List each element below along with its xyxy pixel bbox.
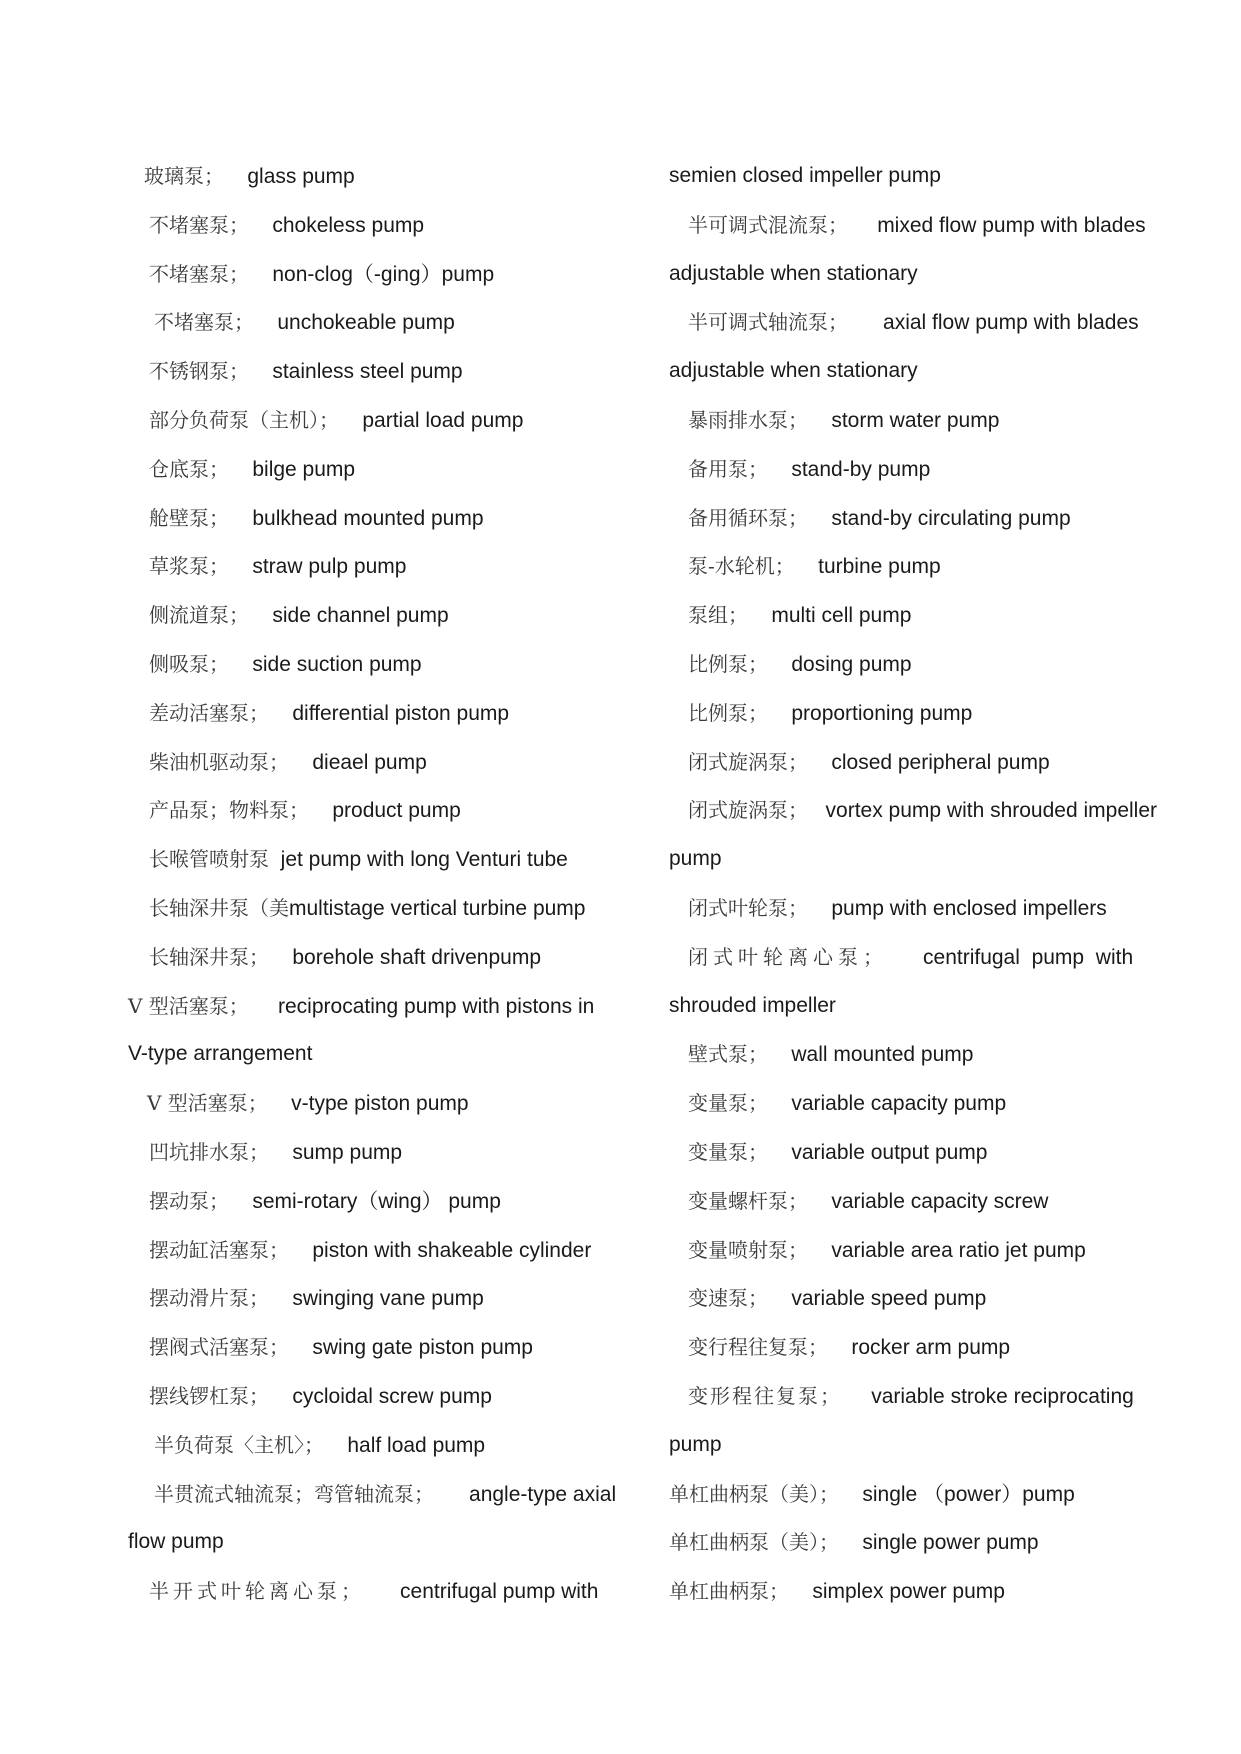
chinese-term: 闭式旋涡泵； — [688, 749, 808, 774]
list-item — [669, 1177, 1189, 1226]
list-item — [130, 1226, 650, 1275]
english-term: adjustable when stationary — [669, 359, 918, 383]
english-term: vortex pump with shrouded impeller — [825, 799, 1158, 823]
list-item — [130, 738, 650, 787]
chinese-term: 比例泵； — [688, 651, 768, 676]
list-item — [130, 250, 650, 299]
chinese-term: 变行程往复泵； — [688, 1335, 828, 1360]
list-item — [669, 640, 1189, 689]
english-term: swinging vane pump — [292, 1287, 484, 1311]
english-term: bilge pump — [252, 457, 356, 481]
english-term: closed peripheral pump — [831, 750, 1050, 774]
english-term: variable capacity screw — [831, 1189, 1049, 1213]
chinese-term: 闭式旋涡泵； — [688, 798, 808, 823]
english-term: pump with enclosed impellers — [831, 896, 1107, 920]
chinese-term: 备用循环泵； — [688, 505, 808, 530]
english-term: shrouded impeller — [669, 993, 836, 1017]
list-item — [669, 689, 1189, 738]
english-term: proportioning pump — [791, 701, 973, 725]
english-term: variable speed pump — [791, 1287, 987, 1311]
chinese-term: 不锈钢泵； — [149, 359, 249, 384]
english-term: differential piston pump — [292, 701, 510, 725]
english-term: half load pump — [347, 1433, 486, 1457]
chinese-term: 不堵塞泵； — [149, 261, 249, 286]
list-item — [130, 1323, 650, 1372]
english-term: pump — [669, 847, 722, 871]
chinese-term: 柴油机驱动泵； — [149, 749, 289, 774]
list-item — [669, 884, 1189, 933]
english-term: stand-by circulating pump — [831, 506, 1071, 530]
list-item — [130, 396, 650, 445]
english-term: bulkhead mounted pump — [252, 506, 484, 530]
chinese-term: 摆线锣杠泵； — [149, 1383, 269, 1408]
chinese-term: 半开式叶轮离心泵； — [149, 1579, 365, 1604]
list-item — [669, 1079, 1189, 1128]
list-item — [669, 1421, 1189, 1470]
english-term: turbine pump — [818, 555, 941, 579]
chinese-term: 变速泵； — [688, 1286, 768, 1311]
list-item — [669, 396, 1189, 445]
chinese-term: 变量螺杆泵； — [688, 1188, 808, 1213]
chinese-term: 变量泵； — [688, 1139, 768, 1164]
list-item — [130, 445, 650, 494]
chinese-term: 比例泵； — [688, 700, 768, 725]
english-term: dosing pump — [791, 652, 912, 676]
english-term: glass pump — [247, 165, 355, 188]
english-term: chokeless pump — [272, 213, 425, 237]
list-item — [669, 738, 1189, 787]
chinese-term: 泵-水轮机； — [688, 554, 795, 579]
english-term: variable stroke reciprocating — [871, 1384, 1134, 1408]
chinese-term: 长轴深井泵； — [149, 944, 269, 969]
english-term: partial load pump — [362, 408, 524, 432]
list-item — [669, 1274, 1189, 1323]
english-term: angle-type axial — [469, 1482, 617, 1506]
list-item — [669, 494, 1189, 543]
chinese-term: 仓底泵； — [149, 456, 229, 481]
list-item — [669, 835, 1189, 884]
chinese-term: 草浆泵； — [149, 554, 229, 579]
english-term: flow pump — [128, 1530, 224, 1554]
english-term: piston with shakeable cylinder — [312, 1238, 592, 1262]
chinese-term: 长喉管喷射泵 — [149, 847, 269, 872]
chinese-term: 变量泵； — [688, 1091, 768, 1116]
list-item — [130, 1079, 650, 1128]
english-term: adjustable when stationary — [669, 261, 918, 285]
list-item — [130, 640, 650, 689]
list-item — [669, 445, 1189, 494]
english-term: single power pump — [862, 1531, 1039, 1555]
list-item — [669, 1128, 1189, 1177]
english-term: straw pulp pump — [252, 555, 407, 579]
list-item — [669, 982, 1189, 1031]
english-term: mixed flow pump with blades — [877, 213, 1146, 237]
english-term: pump — [669, 1432, 722, 1456]
chinese-term: 半负荷泵〈主机〉； — [154, 1432, 324, 1457]
list-item — [130, 347, 650, 396]
list-item — [130, 1372, 650, 1421]
english-term: side suction pump — [252, 652, 422, 676]
list-item — [130, 152, 650, 201]
chinese-term: 摆动缸活塞泵； — [149, 1237, 289, 1262]
chinese-term: 部分负荷泵（主机）； — [149, 407, 339, 432]
english-term: simplex power pump — [812, 1580, 1005, 1604]
chinese-term: 变形程往复泵； — [688, 1383, 842, 1408]
list-item — [669, 152, 1189, 201]
english-term: centrifugal pump with — [400, 1580, 599, 1604]
left-column — [130, 152, 650, 1616]
english-term: non-clog（-ging）pump — [272, 262, 495, 286]
chinese-term: 长轴深井泵（美 — [149, 895, 289, 920]
list-item — [669, 591, 1189, 640]
chinese-term: 变量喷射泵； — [688, 1237, 808, 1262]
list-item — [669, 542, 1189, 591]
chinese-term: 泵组； — [688, 603, 748, 628]
list-item — [130, 1128, 650, 1177]
list-item — [128, 1030, 650, 1079]
english-term: stainless steel pump — [272, 360, 463, 384]
list-item — [130, 835, 650, 884]
english-term: variable capacity pump — [791, 1092, 1007, 1116]
english-term: dieael pump — [312, 750, 427, 774]
list-item — [669, 1226, 1189, 1275]
list-item — [130, 542, 650, 591]
chinese-term: 半贯流式轴流泵；弯管轴流泵； — [154, 1481, 434, 1506]
english-term: rocker arm pump — [851, 1336, 1011, 1360]
english-term: V-type arrangement — [128, 1042, 313, 1066]
chinese-term: 单杠曲柄泵； — [669, 1579, 789, 1604]
chinese-term: 凹坑排水泵； — [149, 1139, 269, 1164]
list-item — [130, 1470, 650, 1519]
list-item — [130, 201, 650, 250]
english-term: storm water pump — [831, 408, 1000, 432]
chinese-term: 产品泵；物料泵； — [149, 798, 309, 823]
english-term: axial flow pump with blades — [883, 311, 1139, 335]
right-column — [669, 152, 1189, 1616]
list-item — [669, 1518, 1189, 1567]
english-term: multi cell pump — [771, 604, 912, 628]
english-term: unchokeable pump — [277, 311, 455, 335]
list-item — [669, 201, 1189, 250]
english-term: jet pump with long Venturi tube — [280, 848, 568, 872]
english-term: sump pump — [292, 1140, 403, 1164]
chinese-term: 备用泵； — [688, 456, 768, 481]
list-item — [669, 347, 1189, 396]
chinese-term: 闭式叶轮离心泵； — [688, 944, 888, 969]
english-term: swing gate piston pump — [312, 1336, 533, 1360]
list-item — [130, 884, 650, 933]
chinese-term: 闭式叶轮泵； — [688, 895, 808, 920]
chinese-term: 摆动泵； — [149, 1188, 229, 1213]
list-item — [130, 494, 650, 543]
english-term: single （power）pump — [862, 1482, 1075, 1506]
chinese-term: 单杠曲柄泵（美）； — [669, 1481, 839, 1506]
list-item — [130, 1177, 650, 1226]
english-term: v-type piston pump — [291, 1092, 469, 1116]
list-item — [130, 1567, 650, 1616]
english-term: borehole shaft drivenpump — [292, 945, 542, 969]
list-item — [669, 1567, 1189, 1616]
chinese-term: 舱壁泵； — [149, 505, 229, 530]
list-item — [669, 298, 1189, 347]
list-item — [130, 933, 650, 982]
list-item — [669, 1030, 1189, 1079]
list-item — [669, 1323, 1189, 1372]
chinese-term: 差动活塞泵； — [149, 700, 269, 725]
chinese-term: 摆阀式活塞泵； — [149, 1335, 289, 1360]
list-item — [669, 1470, 1189, 1519]
chinese-term: 玻璃泵； — [144, 164, 224, 188]
chinese-term: 暴雨排水泵； — [688, 407, 808, 432]
chinese-term: V 型活塞泵； — [147, 1091, 268, 1116]
english-term: semi-rotary（wing） pump — [252, 1189, 501, 1213]
list-item — [130, 786, 650, 835]
list-item — [669, 933, 1189, 982]
list-item — [669, 1372, 1189, 1421]
english-term: wall mounted pump — [791, 1043, 974, 1067]
chinese-term: 侧流道泵； — [149, 603, 249, 628]
chinese-term: 壁式泵； — [688, 1042, 768, 1067]
english-term: stand-by pump — [791, 457, 931, 481]
chinese-term: 不堵塞泵； — [154, 310, 254, 335]
list-item — [130, 689, 650, 738]
english-term: multistage vertical turbine pump — [289, 896, 586, 920]
chinese-term: 单杠曲柄泵（美）； — [669, 1530, 839, 1555]
list-item — [130, 298, 650, 347]
english-term: side channel pump — [272, 604, 449, 628]
english-term: variable output pump — [791, 1140, 988, 1164]
english-term: centrifugal pump with — [923, 945, 1134, 969]
chinese-term: V 型活塞泵； — [128, 993, 249, 1018]
english-term: variable area ratio jet pump — [831, 1238, 1086, 1262]
chinese-term: 摆动滑片泵； — [149, 1286, 269, 1311]
english-term: cycloidal screw pump — [292, 1384, 492, 1408]
english-term: reciprocating pump with pistons in — [278, 994, 595, 1018]
chinese-term: 不堵塞泵； — [149, 212, 249, 237]
list-item — [130, 591, 650, 640]
list-item — [128, 1518, 650, 1567]
english-term: product pump — [332, 799, 461, 823]
chinese-term: 侧吸泵； — [149, 651, 229, 676]
chinese-term: 半可调式混流泵； — [688, 212, 848, 237]
list-item — [128, 982, 650, 1031]
list-item — [669, 250, 1189, 299]
chinese-term: 半可调式轴流泵； — [688, 310, 848, 335]
english-term: semien closed impeller pump — [669, 164, 941, 187]
list-item — [130, 1421, 650, 1470]
list-item — [669, 786, 1189, 835]
list-item — [130, 1274, 650, 1323]
